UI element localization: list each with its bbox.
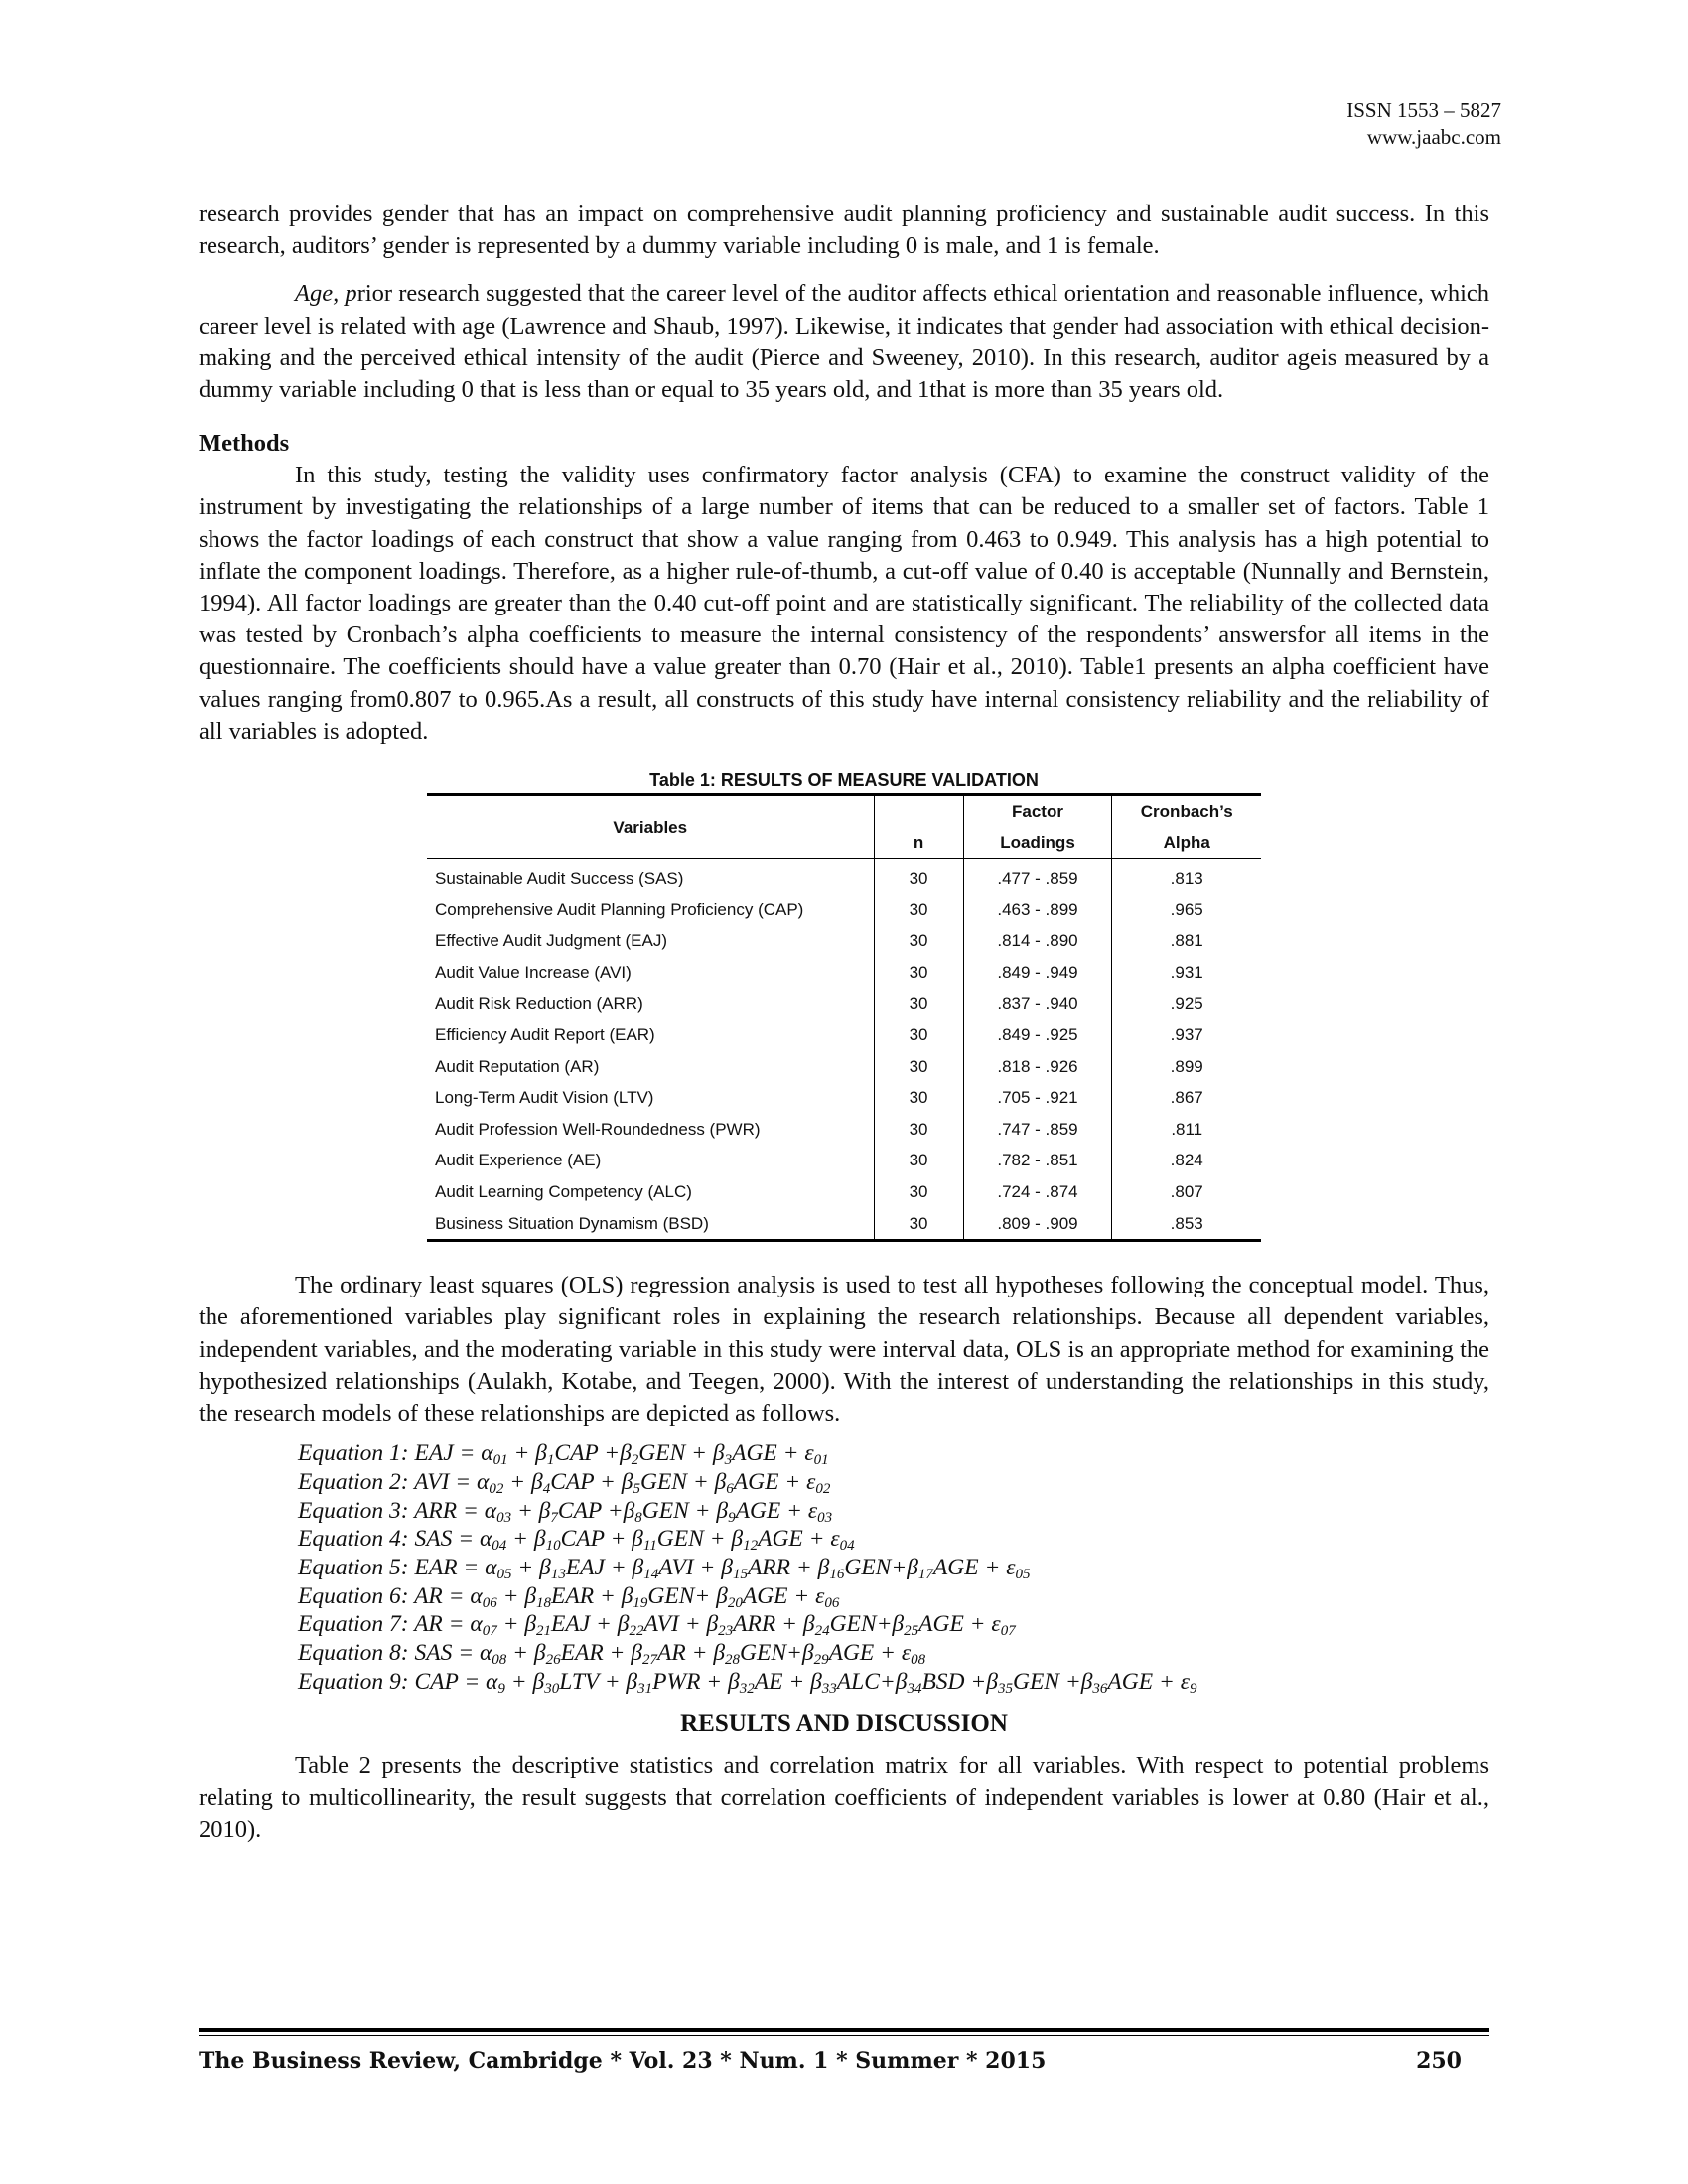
cell-alpha: .853	[1112, 1208, 1261, 1241]
page-header	[1346, 97, 1501, 151]
cell-variable: Long-Term Audit Vision (LTV)	[435, 1088, 654, 1108]
table-row	[427, 894, 1261, 926]
page-footer	[199, 2028, 1489, 2074]
footer-rule-thick	[199, 2028, 1489, 2032]
cell-alpha: .881	[1112, 925, 1261, 957]
equations-list	[298, 1439, 1489, 1696]
cell-loadings: .814 - .890	[963, 925, 1112, 957]
measure-validation-table	[427, 793, 1261, 1242]
cell-n: 30	[874, 1145, 963, 1176]
table-row	[427, 957, 1261, 989]
cell-n: 30	[874, 1020, 963, 1051]
cell-n: 30	[874, 1051, 963, 1083]
cell-loadings: .849 - .925	[963, 1020, 1112, 1051]
cell-n: 30	[874, 988, 963, 1020]
cell-n: 30	[874, 1176, 963, 1208]
header-n: n	[874, 827, 963, 859]
equation-1: Equation 1: EAJ = $\alpha_{01} + \beta_1CAP +\beta_2GEN + \beta_3AGE + \varepsilon_{01}$	[298, 1440, 829, 1469]
cell-variable: Efficiency Audit Report (EAR)	[435, 1025, 655, 1045]
table-row	[427, 1020, 1261, 1051]
table-body	[427, 859, 1261, 1241]
cell-variable: Audit Reputation (AR)	[435, 1056, 600, 1076]
journal-website: www.jaabc.com	[1366, 125, 1501, 149]
cell-variable: Audit Risk Reduction (ARR)	[435, 994, 643, 1014]
header-alpha-line2: Alpha	[1112, 827, 1261, 859]
header-factor-line1: Factor	[963, 795, 1112, 828]
cell-loadings: .782 - .851	[963, 1145, 1112, 1176]
table-row	[427, 1176, 1261, 1208]
methods-heading: Methods	[199, 430, 290, 458]
cell-alpha: .824	[1112, 1145, 1261, 1176]
cell-alpha: .867	[1112, 1082, 1261, 1114]
results-heading: RESULTS AND DISCUSSION	[680, 1709, 1008, 1737]
table-row	[427, 1114, 1261, 1146]
equation-2: Equation 2: AVI = $\alpha_{02} + \beta_4CAP + \beta_5GEN + \beta_6AGE + \varepsilon_{02}$	[298, 1468, 831, 1497]
cell-loadings: .705 - .921	[963, 1082, 1112, 1114]
measure-validation-table-block	[427, 769, 1261, 1242]
cell-n: 30	[874, 1114, 963, 1146]
cell-variable: Audit Learning Competency (ALC)	[435, 1181, 692, 1201]
age-lead: Age, p	[295, 280, 357, 308]
cell-alpha: .931	[1112, 957, 1261, 989]
cell-loadings: .837 - .940	[963, 988, 1112, 1020]
paragraph-gender: research provides gender that has an impact on comprehensive audit planning proficiency and sustainable audit success. In this research, auditors’ gender is represented by a dummy variable including 0 is male, and 1 is female.	[199, 201, 1489, 260]
cell-loadings: .849 - .949	[963, 957, 1112, 989]
cell-alpha: .813	[1112, 859, 1261, 894]
cell-loadings: .724 - .874	[963, 1176, 1112, 1208]
equation-6: Equation 6: AR = $\alpha_{06} + \beta_{18}EAR + \beta_{19}GEN+ \beta_{20}AGE + \varepsilon_{06}$	[298, 1582, 840, 1611]
equation-3: Equation 3: ARR = $\alpha_{03} + \beta_7CAP +\beta_8GEN + \beta_9AGE + \varepsilon_{03}$	[298, 1497, 833, 1526]
table-row	[427, 1082, 1261, 1114]
cell-loadings: .463 - .899	[963, 894, 1112, 926]
article-body	[199, 199, 1489, 1845]
cell-alpha: .925	[1112, 988, 1261, 1020]
cell-variable: Audit Value Increase (AVI)	[435, 962, 632, 982]
table-row	[427, 988, 1261, 1020]
page-number: 250	[1416, 2048, 1462, 2074]
cell-alpha: .937	[1112, 1020, 1261, 1051]
cell-variable: Comprehensive Audit Planning Proficiency (CAP)	[435, 899, 804, 919]
paragraph-ols: The ordinary least squares (OLS) regression analysis is used to test all hypotheses following the conceptual model. Thus, the aforementioned variables play significant roles in explaining the research relationships. Because all dependent variables, independent variables, and the moderating variable in this study were interval data, OLS is an appropriate method for examining the hypothesized relationships (Aulakh, Kotabe, and Teegen, 2000). With the interest of understanding the relationships in this study, the research models of these relationships are depicted as follows.	[199, 1272, 1489, 1427]
table-row	[427, 1208, 1261, 1241]
cell-alpha: .807	[1112, 1176, 1261, 1208]
header-variables: Variables	[427, 795, 874, 859]
paragraph-age	[199, 278, 1489, 406]
cell-variable: Sustainable Audit Success (SAS)	[435, 869, 684, 888]
cell-alpha: .899	[1112, 1051, 1261, 1083]
cell-n: 30	[874, 925, 963, 957]
equation-4: Equation 4: SAS = $\alpha_{04} + \beta_{10}CAP + \beta_{11}GEN + \beta_{12}AGE + \varepsilon_{04}$	[298, 1526, 855, 1555]
header-alpha-line1: Cronbach’s	[1112, 795, 1261, 828]
cell-n: 30	[874, 1208, 963, 1241]
cell-n: 30	[874, 894, 963, 926]
table-row	[427, 859, 1261, 894]
header-factor-line2: Loadings	[963, 827, 1112, 859]
cell-variable: Audit Experience (AE)	[435, 1151, 602, 1170]
cell-n: 30	[874, 1082, 963, 1114]
cell-variable: Business Situation Dynamism (BSD)	[427, 1208, 874, 1241]
table-caption: Table 1: RESULTS OF MEASURE VALIDATION	[649, 770, 1039, 791]
cell-loadings: .809 - .909	[963, 1208, 1112, 1241]
cell-alpha: .965	[1112, 894, 1261, 926]
cell-variable: Effective Audit Judgment (EAJ)	[435, 931, 668, 951]
issn: ISSN 1553 – 5827	[1346, 98, 1501, 122]
footer-journal: The Business Review, Cambridge * Vol. 23 * Num. 1 * Summer * 2015	[199, 2048, 1047, 2074]
equation-9: Equation 9: CAP = $\alpha_9 + \beta_{30}LTV + \beta_{31}PWR + \beta_{32}AE + \beta_{33}ALC+\beta_{34}BSD +\beta_{35}GEN +\beta_{36}AGE + \varepsilon_9$	[298, 1668, 1197, 1697]
footer-rule-thin	[199, 2035, 1489, 2036]
equation-8: Equation 8: SAS = $\alpha_{08} + \beta_{26}EAR + \beta_{27}AR + \beta_{28}GEN+\beta_{29}AGE + \varepsilon_{08}$	[298, 1640, 926, 1669]
cell-loadings: .747 - .859	[963, 1114, 1112, 1146]
cell-n: 30	[874, 957, 963, 989]
equation-5: Equation 5: EAR = $\alpha_{05} + \beta_{13}EAJ + \beta_{14}AVI + \beta_{15}ARR + \beta_{16}GEN+\beta_{17}AGE + \varepsilon_{05}$	[298, 1555, 1031, 1582]
table-row	[427, 1145, 1261, 1176]
table-row	[427, 1051, 1261, 1083]
equation-7: Equation 7: AR = $\alpha_{07} + \beta_{21}EAJ + \beta_{22}AVI + \beta_{23}ARR + \beta_{24}GEN+\beta_{25}AGE + \varepsilon_{07}$	[298, 1611, 1016, 1640]
cell-n: 30	[874, 859, 963, 894]
table-row	[427, 925, 1261, 957]
paragraph-results: Table 2 presents the descriptive statistics and correlation matrix for all variables. With respect to potential problems relating to multicollinearity, the result suggests that correlation coefficients of independent variables is lower at 0.80 (Hair et al., 2010).	[199, 1751, 1489, 1843]
cell-loadings: .477 - .859	[963, 859, 1112, 894]
paragraph-methods: In this study, testing the validity uses confirmatory factor analysis (CFA) to examine the construct validity of the instrument by investigating the relationships of a large number of items that can be reduced to a smaller set of factors. Table 1 shows the factor loadings of each construct that show a value ranging from 0.463 to 0.949. This analysis has a high potential to inflate the component loadings. Therefore, as a higher rule-of-thumb, a cut-off value of 0.40 is acceptable (Nunnally and Bernstein, 1994). All factor loadings are greater than the 0.40 cut-off point and are statistically significant. The reliability of the collected data was tested by Cronbach’s alpha coefficients to measure the internal consistency of the respondents’ answersfor all items in the questionnaire. The coefficients should have a value greater than 0.70 (Hair et al., 2010). Table1 presents an alpha coefficient have values ranging from0.807 to 0.965.As a result, all constructs of this study have internal consistency reliability and the reliability of all variables is adopted.	[199, 462, 1489, 745]
age-text: rior research suggested that the career level of the auditor affects ethical orientation and reasonable influence, which career level is related with age (Lawrence and Shaub, 1997). Likewise, it indicates that gender had association with ethical decision-making and the perceived ethical intensity of the audit (Pierce and Sweeney, 2010). In this research, auditor ageis measured by a dummy variable including 0 that is less than or equal to 35 years old, and 1that is more than 35 years old.	[199, 280, 1490, 404]
cell-loadings: .818 - .926	[963, 1051, 1112, 1083]
cell-alpha: .811	[1112, 1114, 1261, 1146]
cell-variable: Audit Profession Well-Roundedness (PWR)	[435, 1119, 761, 1139]
